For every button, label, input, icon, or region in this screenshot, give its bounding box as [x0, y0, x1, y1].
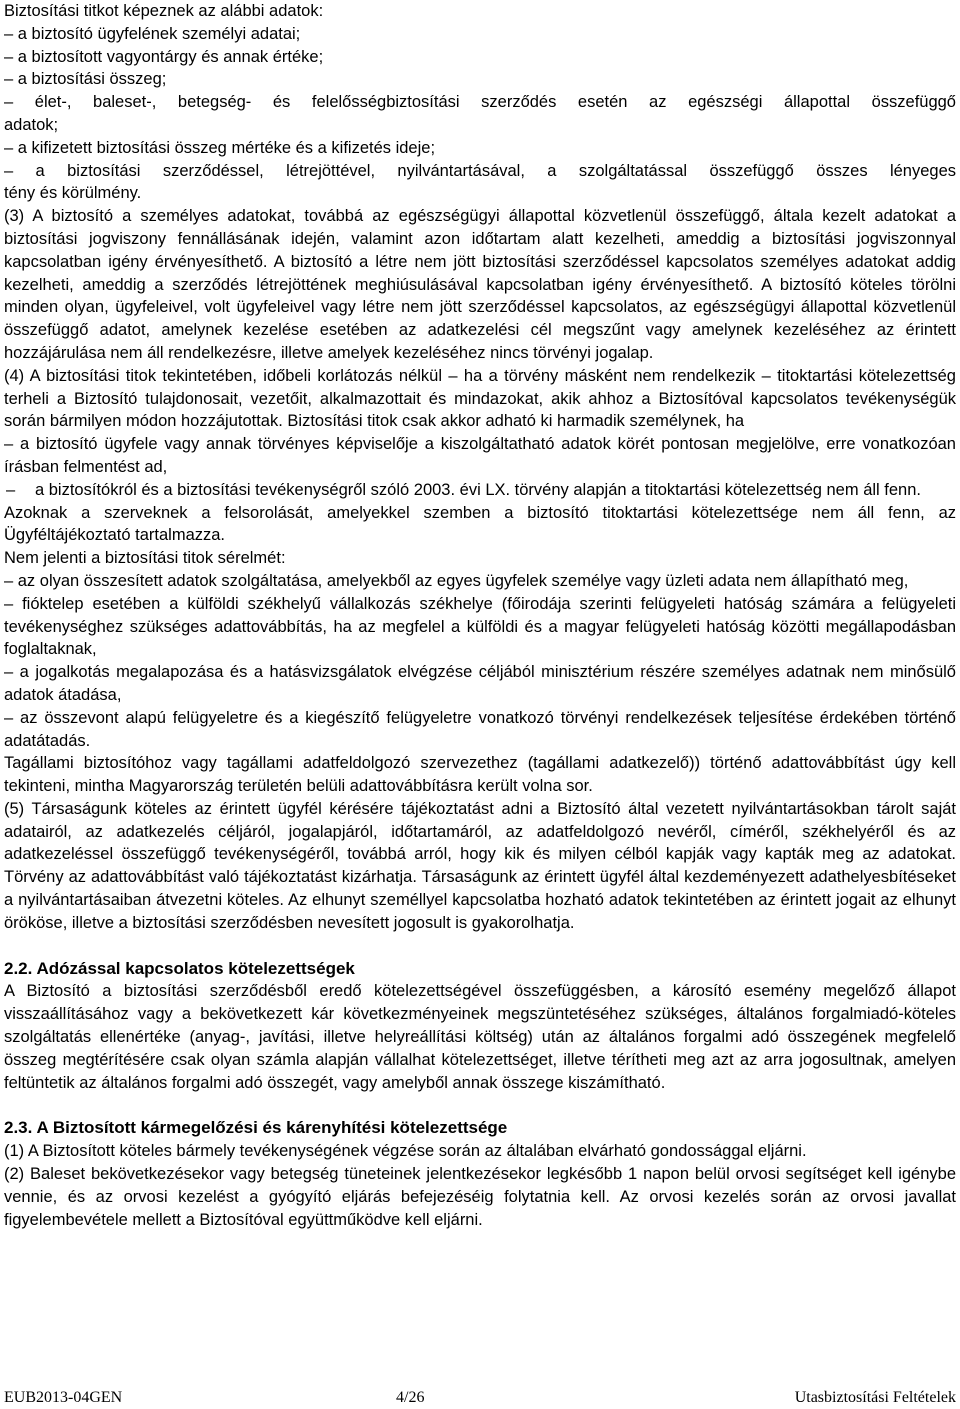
section-2-3-paragraph-1: (1) A Biztosított köteles bármely tevékenységének végzése során az általában elvárható gondossággal eljárni.	[4, 1142, 807, 1161]
page-number: 4/26	[396, 1389, 425, 1406]
nem-title: Nem jelenti a biztosítási titok sérelmét:	[4, 549, 286, 568]
dash-marker: –	[6, 480, 16, 499]
section-heading-2-3: 2.3. A Biztosított kármegelőzési és kárenyhítési kötelezettsége	[4, 1118, 508, 1138]
list-item: – az összevont alapú felügyeletre és a kiegészítő felügyeletre vonatkozó törvényi rendelkezések teljesítése érdekében történő adatátadás.	[4, 708, 956, 750]
paragraph-3: (3) A biztosító a személyes adatokat, továbbá az egészségügyi állapottal közvetlenül összefüggő, általa kezelt adatokat a biztosítási jogviszony fennállásának idején, valamint azon időtartam alatt kezelheti, ameddig a biztosítási jogviszonnyal kapcsolatban igény érvényesíthető. A biztosító a létre nem jött biztosítási szerződéssel kapcsolatos személyes adatokat addig kezelheti, ameddig a szerződés létrejöttének meghiúsulásával kapcsolatban igény érvényesíthető. A biztosító köteles törölni minden olyan, ügyfeleivel, volt ügyfeleivel vagy létre nem jött szerződéssel kapcsolatos, az egészségügyi állapottal közvetlenül összefüggő adatot, amelynek kezelése esetében az adatkezelési cél megszűnt vagy amelynek kezeléséhez az érintett hozzájárulása nem áll rendelkezésre, illetve amelyek kezeléséhez nincs törvényi jogalap.	[4, 207, 956, 362]
list-item: – a jogalkotás megalapozása és a hatásvizsgálatok elvégzése céljából minisztérium részére személyes adatnak nem minősülő adatok átadása,	[4, 663, 956, 704]
paragraph-tagallami: Tagállami biztosítóhoz vagy tagállami adatfeldolgozó szervezethez (tagállami adatkezelő)) történő adattovábbítást úgy kell tekinteni, mintha Magyarország területén belüli adattovábbításra került volna sor.	[4, 754, 956, 796]
page-footer	[4, 1388, 956, 1408]
spacer	[4, 935, 956, 958]
list-item: – a biztosító ügyfelének személyi adatai;	[4, 24, 301, 43]
document-body	[4, 0, 956, 1231]
list-item: – a biztosítási összeg;	[4, 70, 167, 89]
list-item: – élet-, baleset-, betegség- és felelősségbiztosítási szerződés esetén az egészségi állapottal összefüggő	[4, 93, 956, 112]
list-item: – fióktelep esetében a külföldi székhelyű vállalkozás székhelye (főirodája szerinti felügyeleti hatóság számára a felügyeleti tevékenységhez szükséges adattovábbítás, ha az megfelel a külföldi és a magyar felügyeleti hatóság közötti megállapodásban foglaltaknak,	[4, 594, 956, 659]
spacer	[4, 1094, 956, 1117]
list-item: – a biztosított vagyontárgy és annak értéke;	[4, 47, 324, 66]
section-heading-2-2: 2.2. Adózással kapcsolatos kötelezettségek	[4, 958, 355, 978]
list-item: – a biztosító ügyfele vagy annak törvényes képviselője a kiszolgáltatható adatok körét pontosan megjelölve, erre vonatkozóan írásban felmentést ad,	[4, 435, 956, 476]
list-item-text: a biztosítókról és a biztosítási tevékenységről szóló 2003. évi LX. törvény alapján a titoktartási kötelezettség nem áll fenn.	[35, 480, 921, 499]
document-title: Utasbiztosítási Feltételek	[794, 1389, 956, 1406]
document-code: EUB2013-04GEN	[4, 1389, 123, 1406]
intro-title: Biztosítási titkot képeznek az alábbi adatok:	[4, 2, 324, 20]
list-item: tény és körülmény.	[4, 184, 142, 203]
paragraph-5: (5) Társaságunk köteles az érintett ügyfél kérésére tájékoztatást adni a Biztosító által vezetett nyilvántartásokban tárolt saját adatairól, az adatkezelés céljáról, jogalapjáról, időtartamáról, az adatfeldolgozó nevéről, címéről, székhelyéről és az adatkezeléssel összefüggő tevékenységéről, továbbá arról, hogy kik és milyen célból kapják vagy kapták meg az adatokat. Törvény az adattovábbítást való tájékoztatást kizárhatja. Társaságunk az érintett ügyfél által kezdeményezett adathelyesbítéseket a nyilvántartásaiban átvezetni köteles. Az elhunyt személlyel kapcsolatba hozható adatok tekintetében az érintett jogait az elhunyt örököse, illetve a biztosítási szerződésben nevesített jogosult is gyakorolhatja.	[4, 799, 956, 932]
paragraph-azoknak: Azoknak a szerveknek a felsorolását, amelyekkel szemben a biztosító titoktartási kötelezettsége nem áll fenn, az Ügyféltájékoztató tartalmazza.	[4, 503, 956, 545]
paragraph-4: (4) A biztosítási titok tekintetében, időbeli korlátozás nélkül – ha a törvény másként nem rendelkezik – titoktartási kötelezettség terheli a Biztosító tulajdonosait, vezetőit, alkalmazottait és mindazokat, akik ahhoz a Biztosítóval kapcsolatos tevékenységük során bármilyen módon hozzájutottak. Biztosítási titok csak akkor adható ki harmadik személynek, ha	[4, 366, 956, 431]
list-item: – az olyan összesített adatok szolgáltatása, amelyekből az egyes ügyfelek személye vagy üzleti adata nem állapítható meg,	[4, 571, 909, 590]
section-2-2-text: A Biztosító a biztosítási szerződésből eredő kötelezettségével összefüggésben, a károsító esemény megelőző állapot visszaállításához vagy a bekövetkezett kár következményeinek megszüntetéséhez szükséges, általános forgalmiadó-köteles szolgáltatás ellenértéke (anyag-, javítási, illetve helyreállítási költség) után az általános forgalmi adó összegének megfelelő összeg megtérítésére csak olyan számla alapján vállalhat kötelezettséget, illetve térítheti meg azt az arra jogosultnak, amelyen feltüntetik az általános forgalmi adó összegét, vagy amelyből annak összege kiszámítható.	[4, 982, 956, 1092]
list-item: – a biztosítási szerződéssel, létrejöttével, nyilvántartásával, a szolgáltatással összefüggő összes lényeges	[4, 161, 956, 180]
list-item: adatok;	[4, 115, 59, 134]
list-item	[4, 479, 956, 502]
list-item: – a kifizetett biztosítási összeg mértéke és a kifizetés ideje;	[4, 138, 436, 157]
section-2-3-paragraph-2: (2) Baleset bekövetkezésekor vagy betegség tüneteinek jelentkezésekor legkésőbb 1 napon belül orvosi segítséget kell igénybe vennie, és az orvosi kezelést a gyógyító eljárás befejezéséig folytatnia kell. Az orvosi kezelés során az orvosi javallat figyelembevétele mellett a Biztosítóval együttműködve kell eljárni.	[4, 1165, 956, 1229]
